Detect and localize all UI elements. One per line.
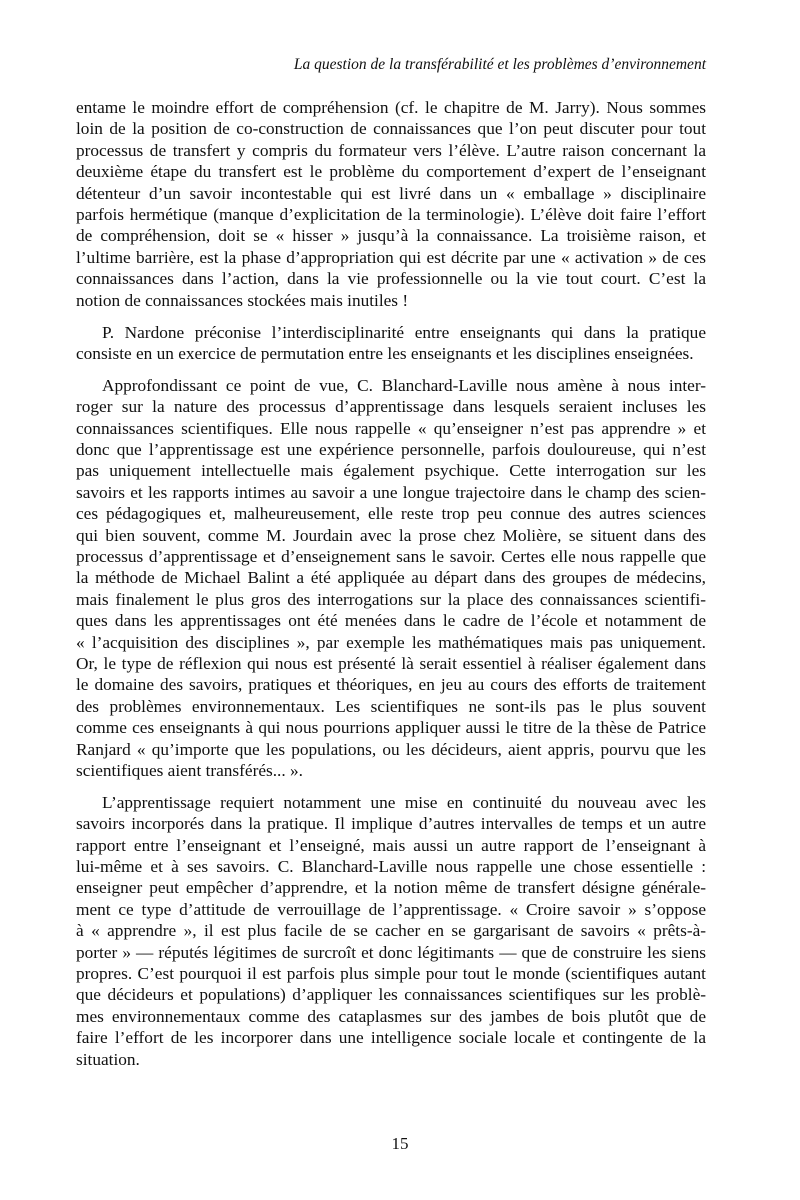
text-line: à « apprendre », il est plus facile de se cacher en se gargarisant de savoirs « prêts-à- bbox=[76, 921, 706, 941]
text-line: L’apprentissage requiert notamment une mise en continuité du nouveau avec les bbox=[102, 792, 706, 812]
text-line: savoirs et les rapports intimes au savoir a une longue trajectoire dans le champ des scien- bbox=[76, 482, 706, 502]
text-line: « l’acquisition des disciplines », par exemple les mathématiques mais pas uniquement. bbox=[76, 632, 706, 652]
text-line: le domaine des savoirs, pratiques et théoriques, en jeu au cours des efforts de traitement bbox=[76, 675, 706, 695]
text-line: connaissances dans l’action, dans la vie professionnelle ou la vie tout court. C’est la bbox=[76, 269, 706, 289]
text-line: connaissances scientifiques. Elle nous rappelle « qu’enseigner n’est pas apprendre » et bbox=[76, 418, 706, 438]
text-line: qui bien souvent, comme M. Jourdain avec la prose chez Molière, se situent dans des bbox=[76, 525, 706, 545]
paragraph bbox=[76, 97, 706, 311]
text-line: l’ultime barrière, est la phase d’appropriation qui est décrite par une « activation » de ces bbox=[76, 247, 706, 267]
text-line: entame le moindre effort de compréhension (cf. le chapitre de M. Jarry). Nous sommes bbox=[76, 98, 706, 117]
page-number: 15 bbox=[391, 1134, 409, 1153]
text-line: roger sur la nature des processus d’apprentissage dans lesquels seraient incluses les bbox=[76, 397, 706, 417]
text-line: savoirs incorporés dans la pratique. Il implique d’autres intervalles de temps et un autre bbox=[76, 814, 706, 834]
text-line: lui-même et à ses savoirs. C. Blanchard-Laville nous rappelle une chose essentielle : bbox=[76, 857, 706, 877]
body-text bbox=[76, 97, 706, 1081]
text-line: Ranjard « qu’importe que les populations, ou les décideurs, aient appris, pourvu que les bbox=[76, 739, 706, 759]
text-line: ques dans les apprentissages ont été menées dans le cadre de l’école et notamment de bbox=[76, 611, 706, 631]
text-line: pas uniquement intellectuelle mais également psychique. Cette interrogation sur les bbox=[76, 461, 706, 481]
text-line: processus de transfert y compris du formateur vers l’élève. L’autre raison concernant la bbox=[76, 140, 706, 160]
text-line: ces pédagogiques et, malheureusement, elle reste trop peu connue des autres sciences bbox=[76, 504, 706, 524]
text-line: enseigner peut empêcher d’apprendre, et la notion même de transfert désigne générale- bbox=[76, 878, 706, 898]
text-line: donc que l’apprentissage est une expérience personnelle, parfois douloureuse, qui n’est bbox=[76, 440, 706, 460]
text-line: Approfondissant ce point de vue, C. Blanchard-Laville nous amène à nous inter- bbox=[102, 375, 706, 395]
paragraph bbox=[76, 792, 706, 1070]
text-line: des problèmes environnementaux. Les scientifiques ne sont-ils pas le plus souvent bbox=[76, 696, 706, 716]
text-line: comme ces enseignants à qui nous pourrions appliquer aussi le titre de la thèse de Patrice bbox=[76, 718, 706, 738]
text-line: rapport entre l’enseignant et l’enseigné, mais aussi un autre rapport de l’enseignant à bbox=[76, 835, 706, 855]
text-line: mes environnementaux comme des cataplasmes sur des jambes de bois plutôt que de bbox=[76, 1006, 706, 1026]
text-line: que décideurs et populations) d’appliquer les connaissances scientifiques sur les problè- bbox=[76, 985, 706, 1005]
text-line: notion de connaissances stockées mais inutiles ! bbox=[76, 290, 409, 310]
text-line: détenteur d’un savoir incontestable qui est livré dans un « emballage » disciplinaire bbox=[76, 183, 706, 203]
text-line: propres. C’est pourquoi il est parfois plus simple pour tout le monde (scientifiques autant bbox=[76, 964, 706, 984]
paragraph bbox=[76, 322, 706, 365]
text-line: mais finalement le plus gros des interrogations sur la place des connaissances scientifi- bbox=[76, 589, 706, 609]
text-line: Or, le type de réflexion qui nous est présenté là serait essentiel à réaliser également dans bbox=[76, 653, 706, 673]
text-line: parfois hermétique (manque d’explicitation de la terminologie). L’élève doit faire l’effort bbox=[76, 204, 706, 224]
text-line: de compréhension, doit se « hisser » jusqu’à la connaissance. La troisième raison, et bbox=[76, 226, 706, 246]
text-line: situation. bbox=[76, 1049, 140, 1069]
text-line: loin de la position de co-construction de connaissances que l’on peut discuter pour tout bbox=[76, 119, 706, 139]
text-line: deuxième étape du transfert est le problème du comportement d’expert de l’enseignant bbox=[76, 162, 706, 182]
text-line: ment ce type d’attitude de verrouillage de l’apprentissage. « Croire savoir » s’oppose bbox=[76, 899, 706, 919]
text-line: consiste en un exercice de permutation entre les enseignants et les disciplines enseignées. bbox=[76, 343, 694, 363]
text-line: scientifiques aient transférés... ». bbox=[76, 760, 303, 780]
text-line: porter » — réputés légitimes de surcroît et donc légitimants — que de construire les siens bbox=[76, 942, 706, 962]
paragraph bbox=[76, 375, 706, 781]
text-line: processus d’apprentissage et d’enseignement sans le savoir. Certes elle nous rappelle que bbox=[76, 547, 706, 566]
running-head: La question de la transférabilité et les problèmes d’environnement bbox=[293, 56, 706, 73]
text-line: P. Nardone préconise l’interdisciplinarité entre enseignants qui dans la pratique bbox=[102, 322, 706, 342]
text-line: la méthode de Michael Balint a été appliquée au départ dans des groupes de médecins, bbox=[76, 568, 706, 588]
text-line: faire l’effort de les incorporer dans une intelligence sociale locale et contingente de la bbox=[76, 1028, 706, 1048]
